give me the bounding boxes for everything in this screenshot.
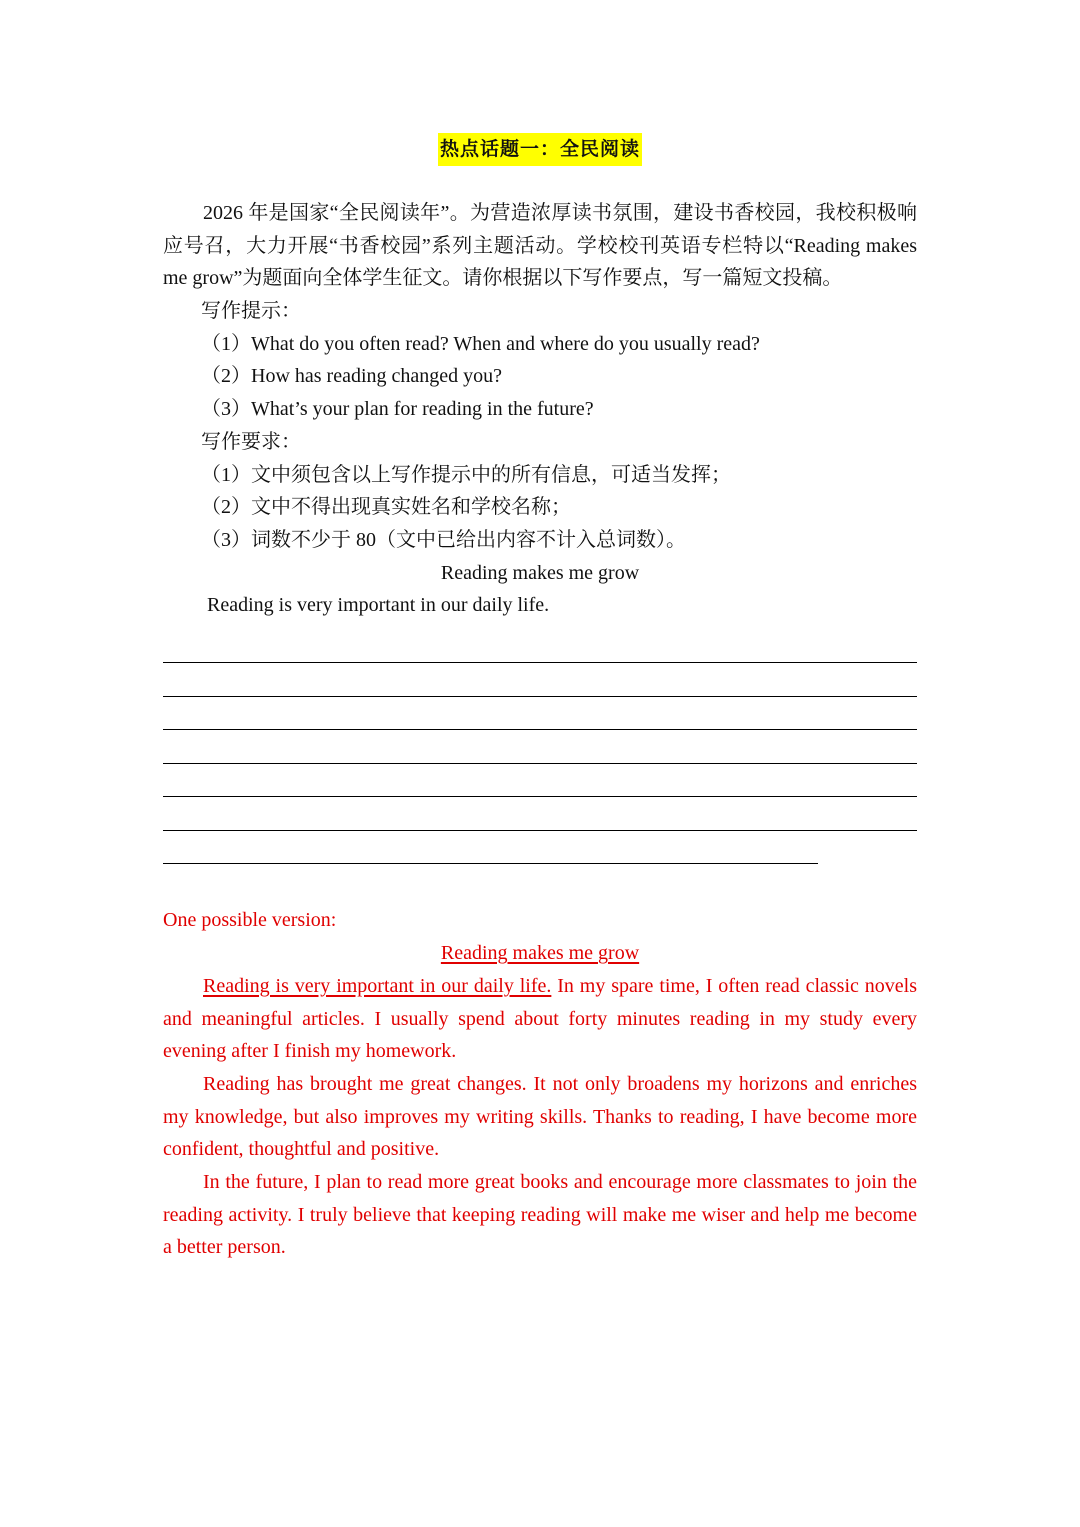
hints-heading: 写作提示： (201, 300, 301, 323)
hint-item-1: （1）What do you often read? When and where do you usually read? (201, 332, 760, 355)
intro-paragraph: 2026 年是国家“全民阅读年”。为营造浓厚读书氛围，建设书香校园，我校积极响应号召，大力开展“书香校园”系列主题活动。学校校刊英语专栏特以“Reading makes me grow”为题面向全体学生征文。请你根据以下写作要点，写一篇短文投稿。 (163, 202, 917, 290)
writing-line[interactable] (163, 730, 917, 764)
answer-paragraph-3: In the future, I plan to read more great books and encourage more classmates to join the reading activity. I truly believe that keeping reading will make me wiser and help me become a better person. (163, 1171, 917, 1259)
requirement-item-1: （1）文中须包含以上写作提示中的所有信息，可适当发挥； (201, 463, 731, 486)
hint-item-3: （3）What’s your plan for reading in the future? (201, 398, 594, 421)
answer-title: Reading makes me grow (440, 942, 640, 965)
writing-lines (163, 630, 917, 865)
writing-line[interactable] (163, 764, 917, 798)
sample-answer (163, 904, 917, 1264)
requirements-heading: 写作要求： (201, 430, 301, 453)
answer-paragraph-1 (163, 970, 917, 1068)
hint-item-2: （2）How has reading changed you? (201, 365, 503, 388)
answer-title-row (163, 937, 917, 970)
essay-title: Reading makes me grow (440, 561, 640, 584)
title-container (163, 133, 917, 166)
writing-line[interactable] (163, 697, 917, 731)
answer-paragraph-1-text: In my spare time, I often read classic novels and meaningful articles. I usually spend about forty minutes reading in my study every evening after I finish my homework. (163, 974, 917, 1063)
writing-line[interactable] (163, 663, 917, 697)
requirement-item-3: （3）词数不少于 80（文中已给出内容不计入总词数）。 (201, 528, 686, 551)
document-content (163, 133, 917, 1264)
page-title: 热点话题一：全民阅读 (438, 133, 642, 166)
writing-line-last[interactable] (163, 831, 818, 865)
writing-line[interactable] (163, 630, 917, 664)
answer-paragraph-2: Reading has brought me great changes. It not only broadens my horizons and enriches my knowledge, but also improves my writing skills. Thanks to reading, I have become more confident, thoughtful and positive. (163, 1072, 917, 1161)
writing-line[interactable] (163, 797, 917, 831)
requirement-item-2: （2）文中不得出现真实姓名和学校名称； (201, 496, 571, 519)
answer-label: One possible version: (163, 909, 337, 932)
essay-start-sentence: Reading is very important in our daily life. (207, 594, 550, 617)
answer-given-sentence: Reading is very important in our daily life. (203, 974, 552, 997)
